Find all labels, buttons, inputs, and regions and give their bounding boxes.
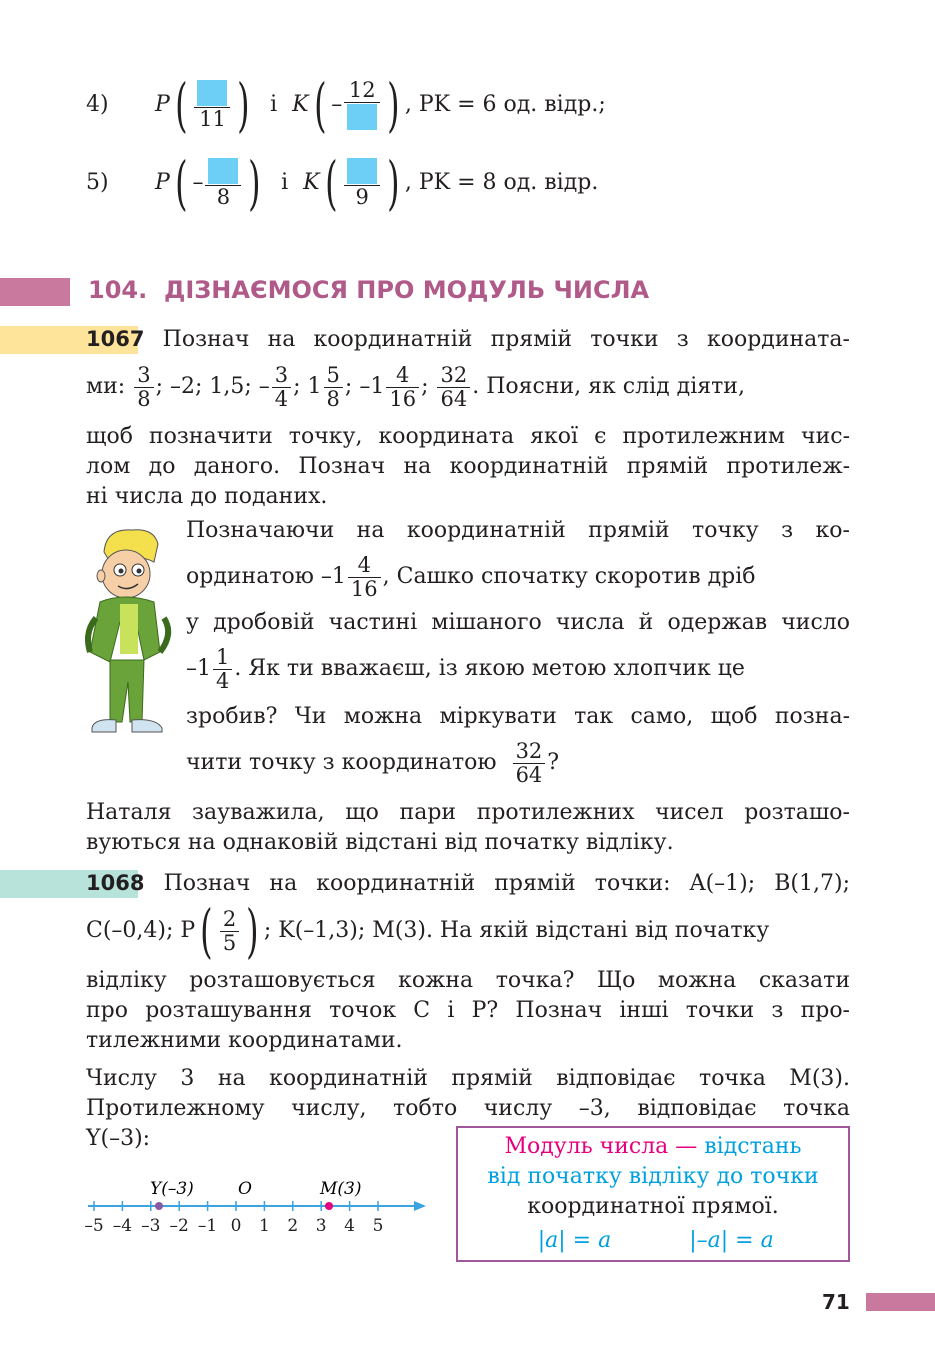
definition-box: Модуль числа — відстань від початку відліку до точки координатної прямої. |a| = a |–a| = a [456,1126,850,1262]
item-4: 4) P( 11 ) і K( – 12 ) , PK = 6 од. відр.; [86,71,606,139]
ex1068-line5: тилежними координатами. [86,1028,403,1053]
fraction: 8 [205,157,241,209]
ex1068-line3: відліку розташовується кожна точка? Що можна сказати [86,968,850,993]
ex1068-line1: 1068 Познач на координатній прямій точки: A(–1); B(1,7); [86,871,850,896]
fraction: 12 [344,79,380,131]
item-5: 5) P( – 8 ) і K( 9 ) , PK = 8 од. відр. [86,149,599,217]
ex1068-line2: C(–0,4); P( $\frac{2}{5}$ ) ; K(–1,3); M(3). На якій відстані від початку [86,897,770,965]
fraction: 9 [344,157,380,209]
ex1067-line4: лом до даного. Познач на координатній прямій протилеж- [86,454,850,479]
page-number: 71 [822,1290,850,1314]
tick-label: 5 [372,1216,384,1236]
blank-box[interactable] [197,80,227,106]
boy-illustration [84,522,180,744]
point-label-m: M(3) [320,1179,362,1199]
tick-label: 4 [344,1216,356,1236]
boy-text-line3: у дробовій частині мішаного числа й одержав число [186,610,850,635]
explain-line1: Числу 3 на координатній прямій відповідає точка M(3). [86,1066,850,1091]
boy-text-line2: ординатою –1 $\frac{4}{16}$ , Сашко спочатку скоротив дріб [186,552,756,601]
natalia-line1: Наталя зауважила, що пари протилежних чисел розташо- [86,800,850,825]
point-label-y: Y(–3) [150,1179,194,1199]
formula-2: |–a| = a [689,1228,774,1253]
explain-line3: Y(–3): [86,1126,151,1151]
boy-text-line5: зробив? Чи можна міркувати так само, щоб позна- [186,704,850,729]
section-bar [0,278,70,306]
boy-text-line4: –1 $\frac{1}{4}$ . Як ти вважаєш, із якою метою хлопчик це [186,644,745,693]
tick-label: –4 [112,1216,133,1236]
tick-label: 0 [230,1216,242,1236]
page-bar [866,1293,935,1311]
ex1067-line5: ні числа до поданих. [86,484,328,509]
blank-box[interactable] [208,158,238,184]
tick-label: 1 [258,1216,270,1236]
point-y [155,1202,163,1210]
explain-line2: Протилежному числу, тобто числу –3, відповідає точка [86,1096,850,1121]
ex1067-line3: щоб позначити точку, координата якої є протилежним чис- [86,424,850,449]
boy-text-line6: чити точку з координатою $\frac{32}{64}$ ? [186,738,560,787]
natalia-line2: вуються на однаковій відстані від початку відліку. [86,830,674,855]
ex1067-line1: 1067 Познач на координатній прямій точки з координата- [86,327,850,352]
point-label-o: O [238,1179,252,1199]
section-heading: 104. ДІЗНАЄМОСЯ ПРО МОДУЛЬ ЧИСЛА [88,276,650,304]
blank-box[interactable] [347,104,377,130]
item-number: 4) [86,92,109,117]
ex1067-line2: ми: $\frac{3}{8}$ ; –2; 1,5; – $\frac{3}{4}$ ; 1 $\frac{5}{8}$ ; –1 $\frac{4}{16}$ ; $\frac{32}{64}$ . Поясни, як слід діяти, [86,362,745,411]
number-line [84,1170,434,1240]
tick-label: 2 [287,1216,299,1236]
item-number: 5) [86,170,109,195]
fraction: 11 [194,79,230,131]
boy-text-line1: Позначаючи на координатній прямій точку з ко- [186,518,850,543]
point-m [325,1202,333,1210]
tick-label: –2 [169,1216,189,1236]
formula-1: |a| = a [537,1228,612,1253]
tick-label: 3 [315,1216,327,1236]
blank-box[interactable] [347,158,377,184]
tick-label: –5 [84,1216,104,1236]
ex1068-line4: про розташування точок C і P? Познач інші точки з про- [86,998,850,1023]
tick-label: –1 [197,1216,218,1236]
tick-label: –3 [141,1216,161,1236]
